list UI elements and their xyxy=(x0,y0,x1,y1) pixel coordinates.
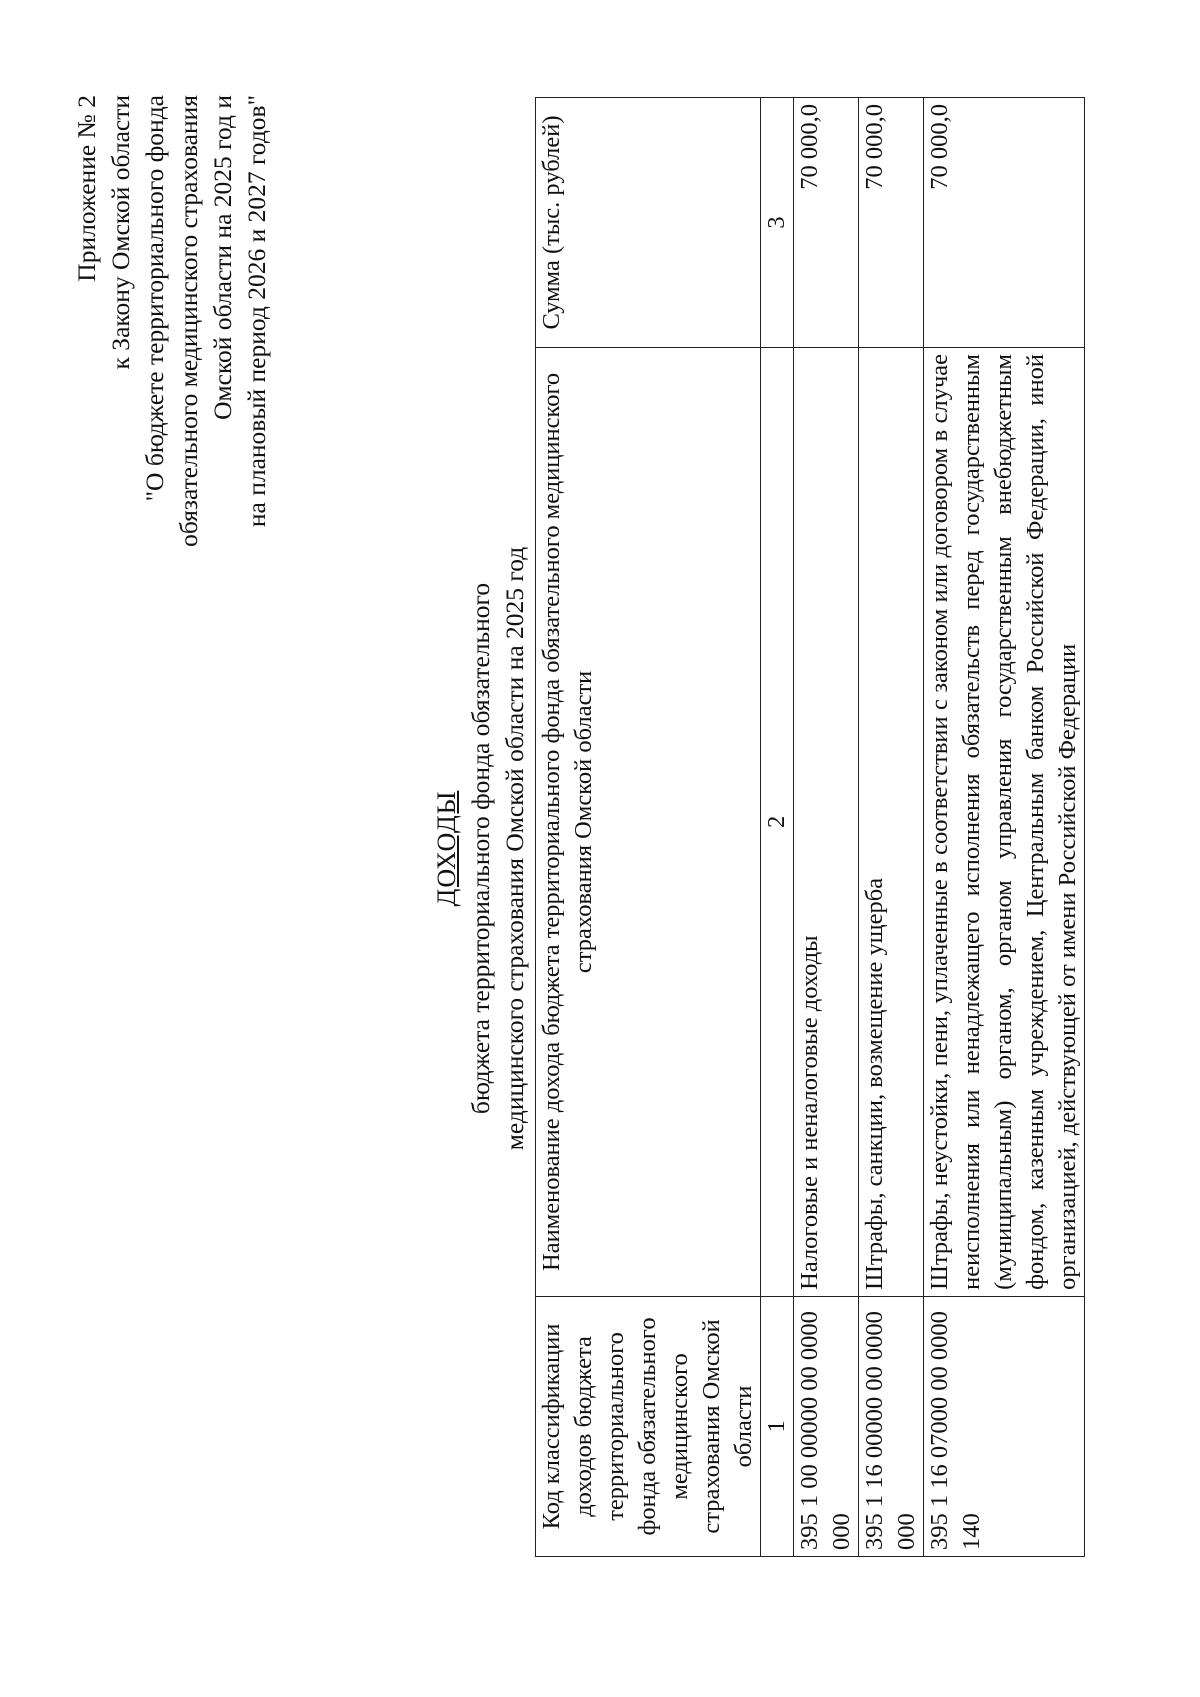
appendix-line: к Закону Омской области xyxy=(106,95,135,370)
header-name: Наименование дохода бюджета территориального фонда обязательного медицинского страхования Омской области xyxy=(536,347,761,1296)
appendix-line: "О бюджете территориального фонда xyxy=(140,95,169,502)
income-amount: 70 000,0 xyxy=(924,98,1085,348)
income-name: Налоговые и неналоговые доходы xyxy=(794,347,859,1296)
income-table xyxy=(535,97,1085,1557)
appendix-note xyxy=(70,95,274,547)
title-line: медицинского страхования Омской области на 2025 год xyxy=(500,546,529,1151)
column-number: 2 xyxy=(761,347,794,1296)
income-name: Штрафы, санкции, возмещение ущерба xyxy=(859,347,924,1296)
table-row xyxy=(924,98,1085,1557)
document-title xyxy=(430,0,532,1697)
table-header-row xyxy=(536,98,761,1557)
income-code: 395 1 00 00000 00 0000 000 xyxy=(794,1296,859,1556)
title-heading: ДОХОДЫ xyxy=(432,790,461,907)
income-code: 395 1 16 00000 00 0000 000 xyxy=(859,1296,924,1556)
appendix-line: на плановый период 2026 и 2027 годов" xyxy=(242,95,271,528)
income-name: Штрафы, неустойки, пени, уплаченные в соответствии с законом или договором в случае неисполнения или ненадлежащего исполнения обязательств перед государственным (муниципальным) органом, органом управления государственным внебюджетным фондом, казенным учреждением, Центральным банком Российской Федерации, иной организацией, действующей от имени Российской Федерации xyxy=(924,347,1085,1296)
appendix-line: Приложение № 2 xyxy=(72,95,101,282)
appendix-line: обязательного медицинского страхования xyxy=(174,95,203,547)
title-line: бюджета территориального фонда обязательного xyxy=(466,582,495,1115)
column-number: 3 xyxy=(761,98,794,348)
column-number: 1 xyxy=(761,1296,794,1556)
table-row xyxy=(859,98,924,1557)
header-amount: Сумма (тыс. рублей) xyxy=(536,98,761,348)
income-amount: 70 000,0 xyxy=(794,98,859,348)
column-number-row xyxy=(761,98,794,1557)
header-code: Код классификации доходов бюджета территориального фонда обязательного медицинского страхования Омской области xyxy=(536,1296,761,1556)
table-row xyxy=(794,98,859,1557)
income-amount: 70 000,0 xyxy=(859,98,924,348)
appendix-line: Омской области на 2025 год и xyxy=(208,95,237,420)
income-code: 395 1 16 07000 00 0000 140 xyxy=(924,1296,1085,1556)
